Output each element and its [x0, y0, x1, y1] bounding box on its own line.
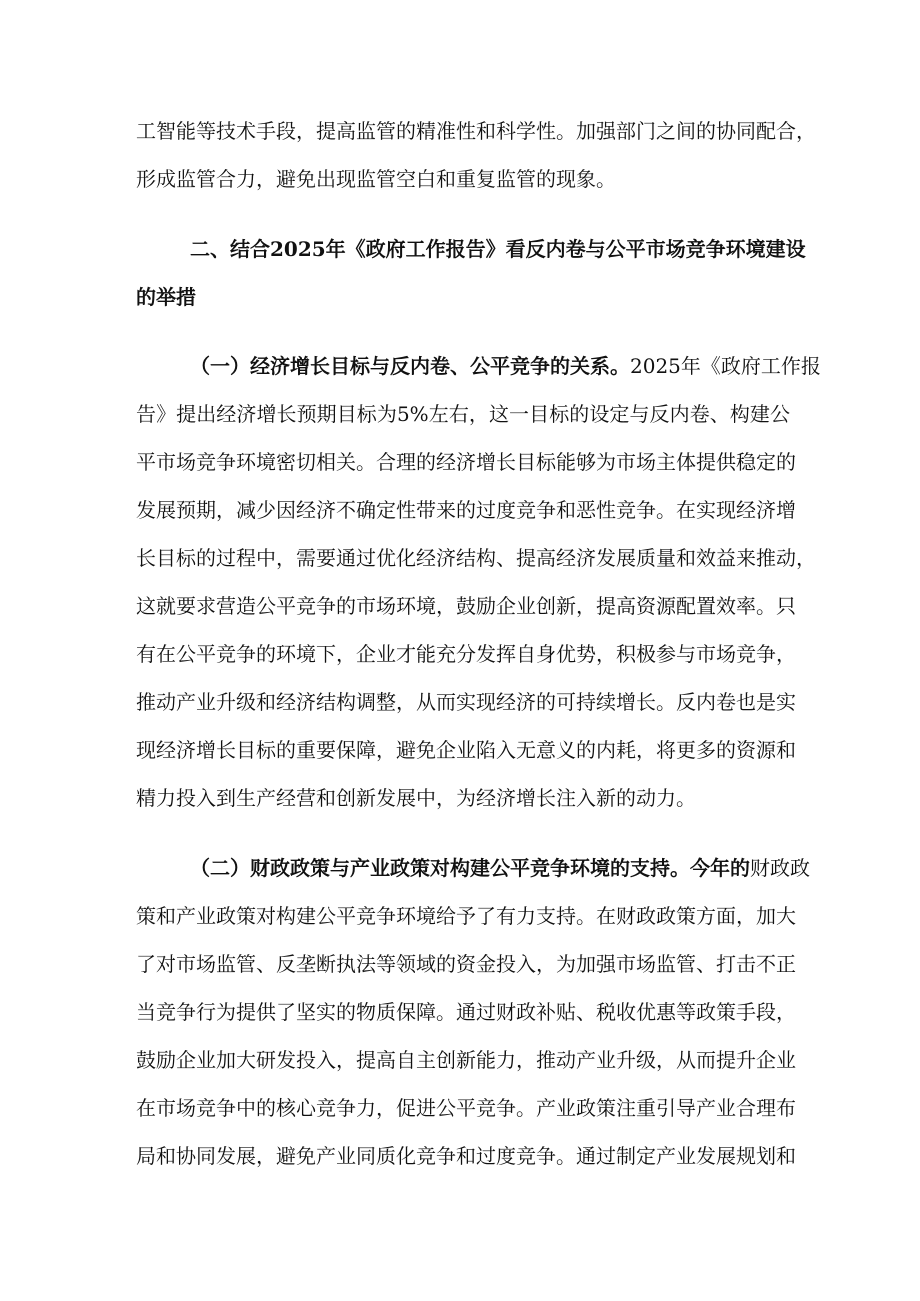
subsection-2-line: 鼓励企业加大研发投入，提高自主创新能力，推动产业升级，从而提升企业	[136, 1048, 796, 1072]
subsection-2-line: 了对市场监管、反垄断执法等领域的资金投入，为加强市场监管、打击不正	[136, 952, 796, 976]
subsection-2-line: 当竞争行为提供了坚实的物质保障。通过财政补贴、税收优惠等政策手段，	[136, 1000, 796, 1024]
intro-line-1: 工智能等技术手段，提高监管的精准性和科学性。加强部门之间的协同配合，	[136, 119, 816, 143]
subsection-1-line: 发展预期，减少因经济不确定性带来的过度竞争和恶性竞争。在实现经济增	[136, 498, 796, 522]
subsection-1-line: 这就要求营造公平竞争的市场环境，鼓励企业创新，提高资源配置效率。只	[136, 594, 796, 618]
subsection-2-title: （二）财政政策与产业政策对构建公平竞争环境的支持。今年的	[190, 856, 750, 880]
subsection-1-first-line-rest: 2025年《政府工作报	[630, 354, 821, 378]
section-heading-line-2: 的举措	[136, 285, 196, 309]
subsection-1-title: （一）经济增长目标与反内卷、公平竞争的关系。	[190, 354, 630, 378]
subsection-1-line: 有在公平竞争的环境下，企业才能充分发挥自身优势，积极参与市场竞争，	[136, 642, 796, 666]
subsection-1-line: 精力投入到生产经营和创新发展中，为经济增长注入新的动力。	[136, 786, 696, 810]
section-heading-line-1: 二、结合2025年《政府工作报告》看反内卷与公平市场竞争环境建设	[190, 237, 806, 261]
subsection-1-line: 告》提出经济增长预期目标为5%左右，这一目标的设定与反内卷、构建公	[136, 402, 790, 426]
subsection-1-line: 现经济增长目标的重要保障，避免企业陷入无意义的内耗，将更多的资源和	[136, 738, 796, 762]
subsection-1-line: 长目标的过程中，需要通过优化经济结构、提高经济发展质量和效益来推动，	[136, 546, 816, 570]
subsection-2-line: 在市场竞争中的核心竞争力，促进公平竞争。产业政策注重引导产业合理布	[136, 1096, 796, 1120]
subsection-1-first-line	[190, 350, 821, 382]
subsection-1-line: 推动产业升级和经济结构调整，从而实现经济的可持续增长。反内卷也是实	[136, 690, 796, 714]
subsection-1-line: 平市场竞争环境密切相关。合理的经济增长目标能够为市场主体提供稳定的	[136, 450, 796, 474]
subsection-2-first-line-rest: 财政政	[750, 856, 810, 880]
intro-line-2: 形成监管合力，避免出现监管空白和重复监管的现象。	[136, 167, 616, 191]
subsection-2-first-line	[190, 852, 810, 884]
subsection-2-line: 策和产业政策对构建公平竞争环境给予了有力支持。在财政政策方面，加大	[136, 904, 796, 928]
subsection-2-line: 局和协同发展，避免产业同质化竞争和过度竞争。通过制定产业发展规划和	[136, 1144, 796, 1168]
